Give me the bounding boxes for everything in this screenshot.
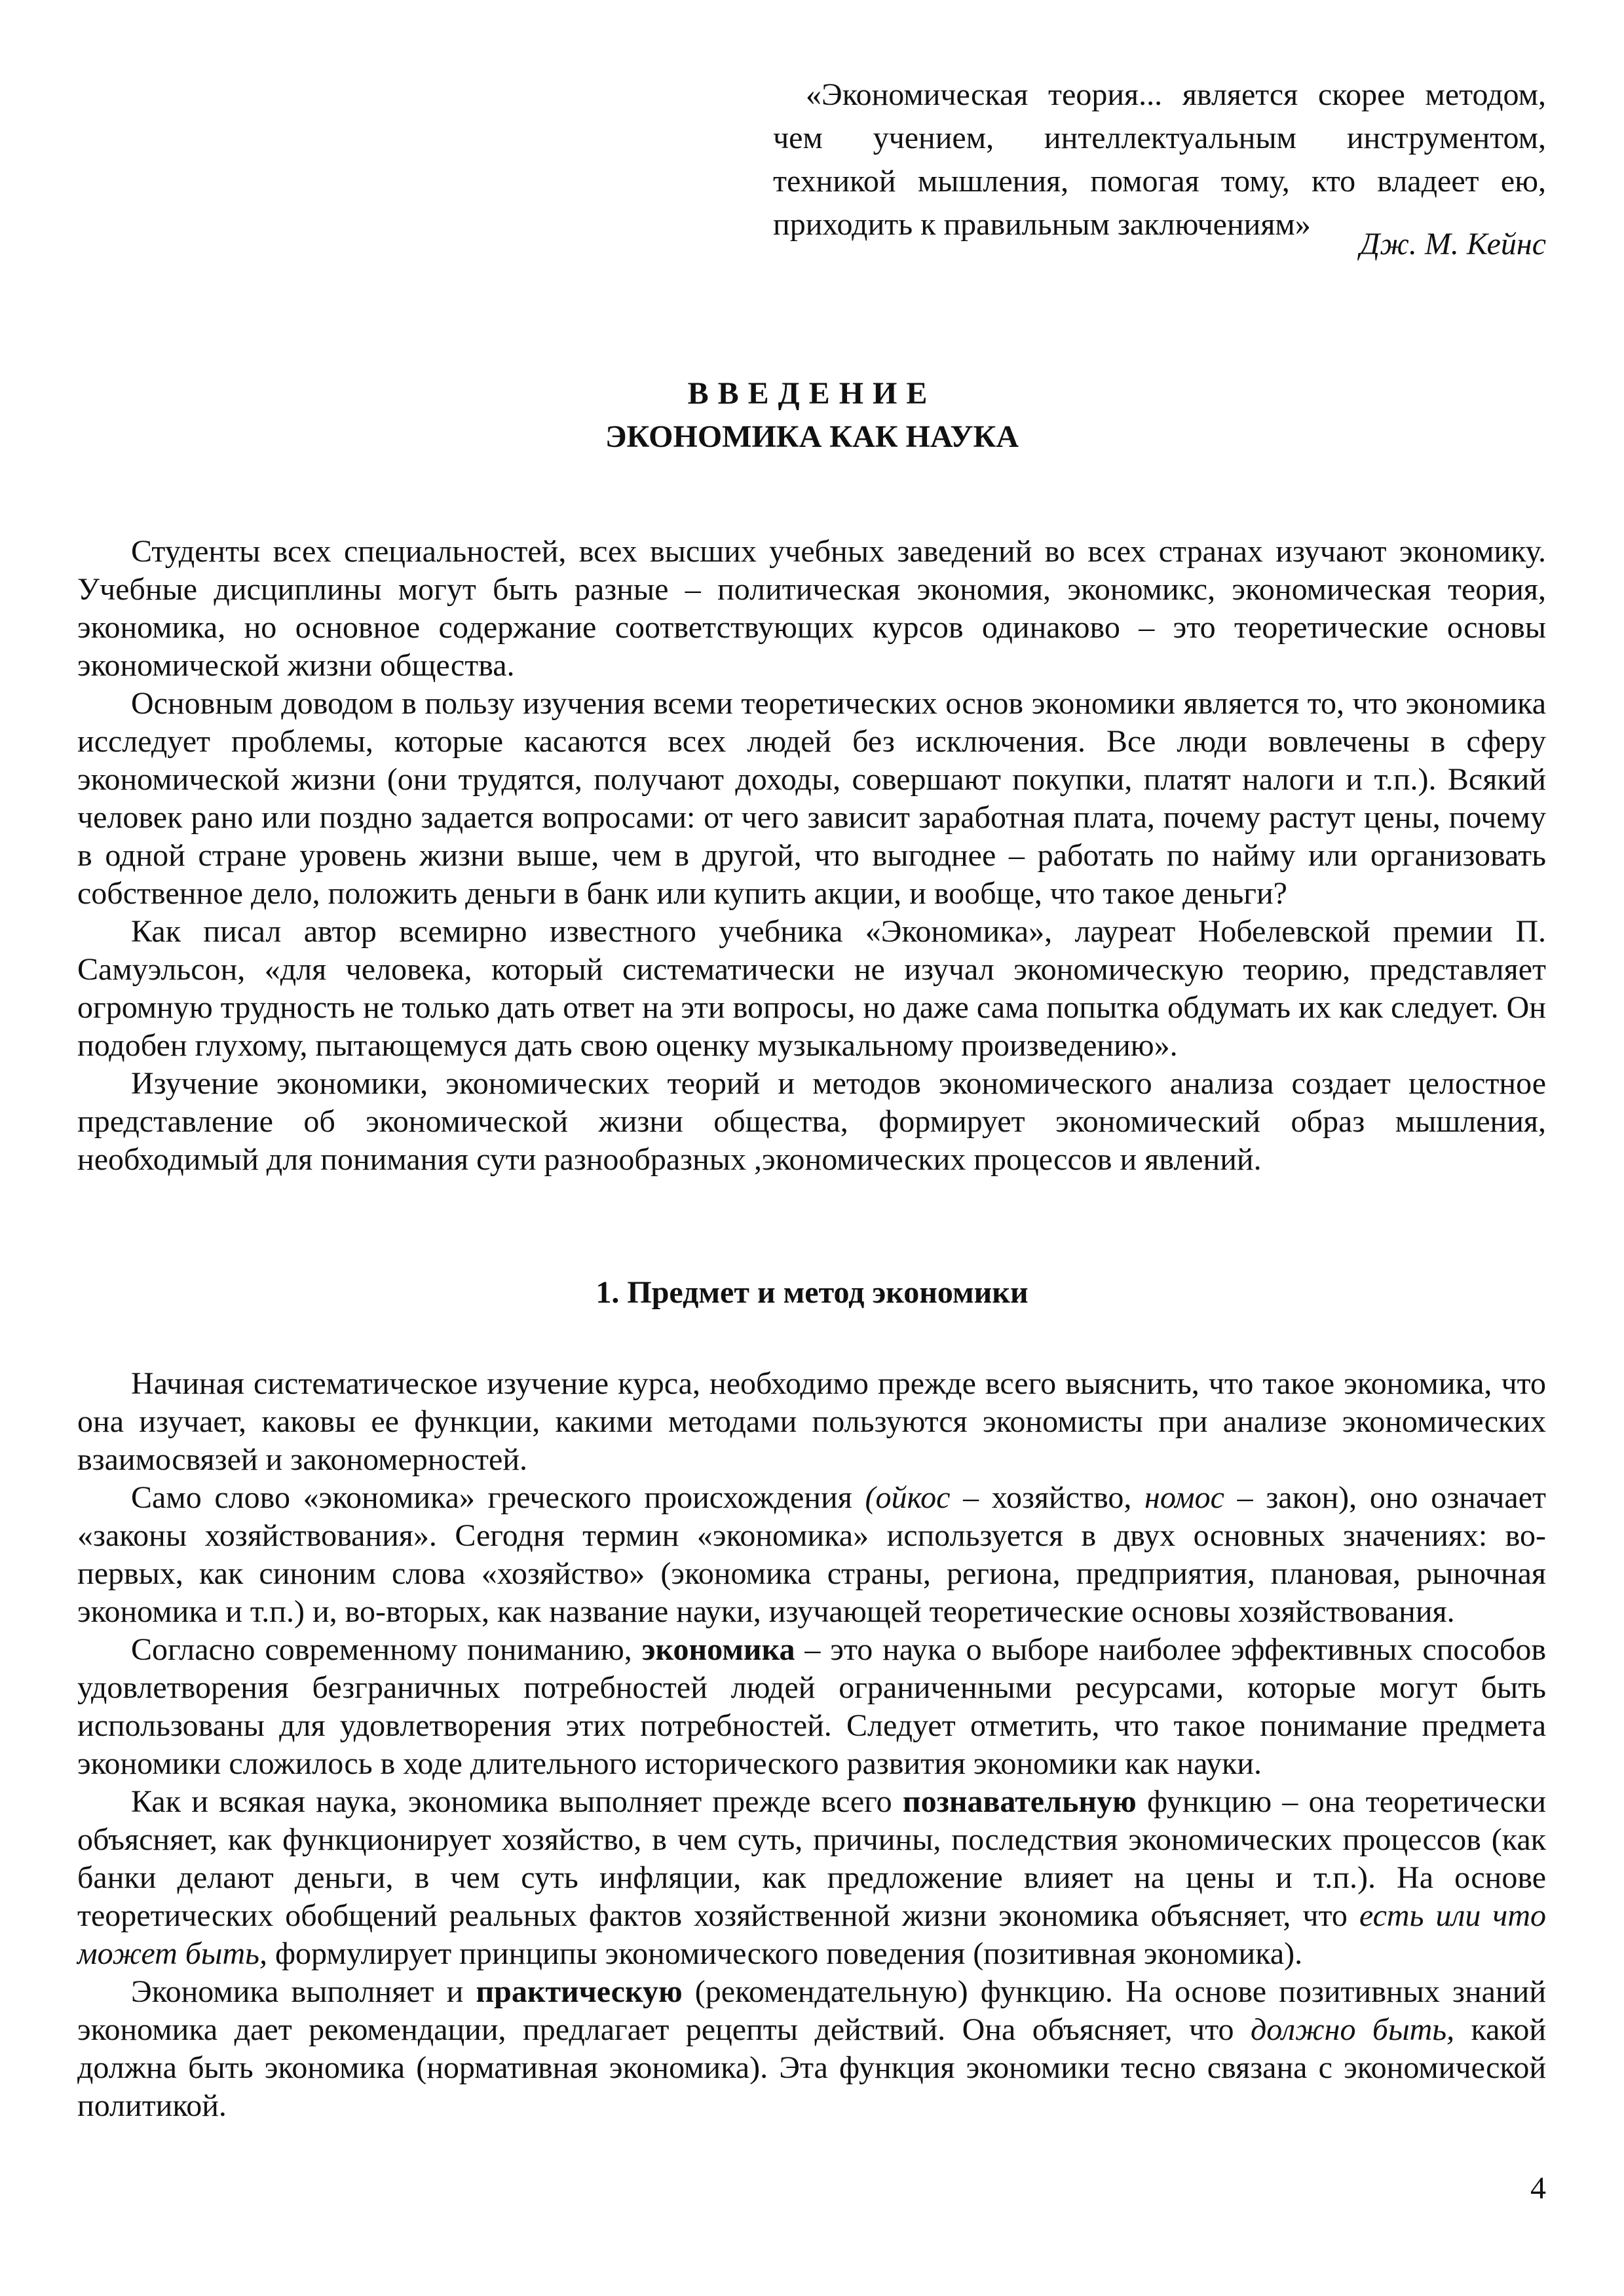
epigraph-quote: «Экономическая теория... является скорее методом, чем учением, интеллектуальным инструментом, техникой мышления, помогая тому, кто владеет ею, приходить к правильным заключениям» — [773, 77, 1546, 242]
italic-term: (ойкос — [865, 1480, 951, 1515]
text-span: формулирует принципы экономического поведения (позитивная экономика). — [267, 1936, 1303, 1971]
intro-label: ВВЕДЕНИЕ — [687, 376, 937, 411]
text-span: Как и всякая наука, экономика выполняет прежде всего — [131, 1784, 903, 1819]
text-span: (рекомендательную) функцию. На основе позитивных знаний экономика дает рекомендации, предлагает рецепты действий. Она объясняет, что — [77, 1974, 1547, 2047]
text-span: Само слово «экономика» греческого происхождения — [131, 1480, 865, 1515]
section-heading: 1. Предмет и метод экономики — [595, 1275, 1029, 1310]
section-paragraph — [77, 1973, 1546, 2125]
intro-paragraph: Основным доводом в пользу изучения всеми теоретических основ экономики является то, что экономика исследует проблемы, которые касаются всех людей без исключения. Все люди вовлечены в сферу экономической жизни (они трудятся, получают доходы, совершают покупки, платят налоги и т.п.). Всякий человек рано или поздно задается вопросами: от чего зависит заработная плата, почему растут цены, почему в одной стране уровень жизни выше, чем в другой, что выгоднее – работать по найму или организовать собственное дело, положить деньги в банк или купить акции, и вообще, что такое деньги? — [77, 686, 1546, 911]
italic-term: должно быть, — [1251, 2012, 1455, 2047]
section-text — [77, 1365, 1546, 2125]
text-span: – закон), оно означает «законы хозяйствования». Сегодня термин «экономика» используется в двух основных значениях: во-первых, как синоним слова «хозяйство» (экономика страны, региона, предприятия, плановая, рыночная экономика и т.п.) и, во-вторых, как название науки, изучающей теоретические основы хозяйствования. — [77, 1480, 1546, 1629]
section-paragraph — [77, 1631, 1546, 1783]
intro-paragraph: Студенты всех специальностей, всех высших учебных заведений во всех странах изучают экономику. Учебные дисциплины могут быть разные – политическая экономия, экономикс, экономическая теория, экономика, но основное содержание соответствующих курсов одинаково – это теоретические основы экономической жизни общества. — [77, 534, 1546, 683]
page-number: 4 — [1530, 2171, 1546, 2206]
text-span: Экономика выполняет и — [131, 1974, 476, 2009]
section-paragraph — [77, 1783, 1546, 1973]
text-span: какой должна быть экономика (нормативная экономика). Эта функция экономики тесно связана с экономической политикой. — [77, 2012, 1547, 2123]
bold-term: познавательную — [902, 1784, 1137, 1819]
italic-term: есть или что может быть, — [77, 1898, 1546, 1971]
text-span: – это наука о выборе наиболее эффективных способов удовлетворения безграничных потребностей людей ограниченными ресурсами, которые могут быть использованы для удовлетворения этих потребностей. Следует отметить, что такое понимание предмета экономики сложилось в ходе длительного исторического развития экономики как науки. — [77, 1632, 1547, 1781]
intro-paragraph: Как писал автор всемирно известного учебника «Экономика», лауреат Нобелевской премии П. Самуэльсон, «для человека, который систематически не изучал экономическую теорию, представляет огромную трудность не только дать ответ на эти вопросы, но даже сама попытка обдумать их как следует. Он подобен глухому, пытающемуся дать свою оценку музыкальному произведению». — [77, 914, 1546, 1063]
bold-term: практическую — [476, 1974, 683, 2009]
page-title: ЭКОНОМИКА КАК НАУКА — [605, 419, 1019, 454]
intro-text — [77, 533, 1546, 1179]
section-paragraph: Начиная систематическое изучение курса, необходимо прежде всего выяснить, что такое экономика, что она изучает, каковы ее функции, какими методами пользуются экономисты при анализе экономических взаимосвязей и закономерностей. — [77, 1366, 1546, 1477]
epigraph-author: Дж. М. Кейнс — [1359, 227, 1546, 261]
text-span: Согласно современному пониманию, — [131, 1632, 642, 1667]
text-span: функцию – она теоретически объясняет, как функционирует хозяйство, в чем суть, причины, последствия экономических процессов (как банки делают деньги, в чем суть инфляции, как предложение влияет на цены и т.п.). На основе теоретических обобщений реальных фактов хозяйственной жизни экономика объясняет, что — [77, 1784, 1546, 1933]
text-span: – хозяйство, — [950, 1480, 1145, 1515]
intro-paragraph: Изучение экономики, экономических теорий и методов экономического анализа создает целостное представление об экономической жизни общества, формирует экономический образ мышления, необходимый для понимания сути разнообразных ,экономических процессов и явлений. — [77, 1066, 1546, 1177]
bold-term: экономика — [641, 1632, 795, 1667]
italic-term: номос — [1144, 1480, 1224, 1515]
section-paragraph — [77, 1479, 1546, 1631]
